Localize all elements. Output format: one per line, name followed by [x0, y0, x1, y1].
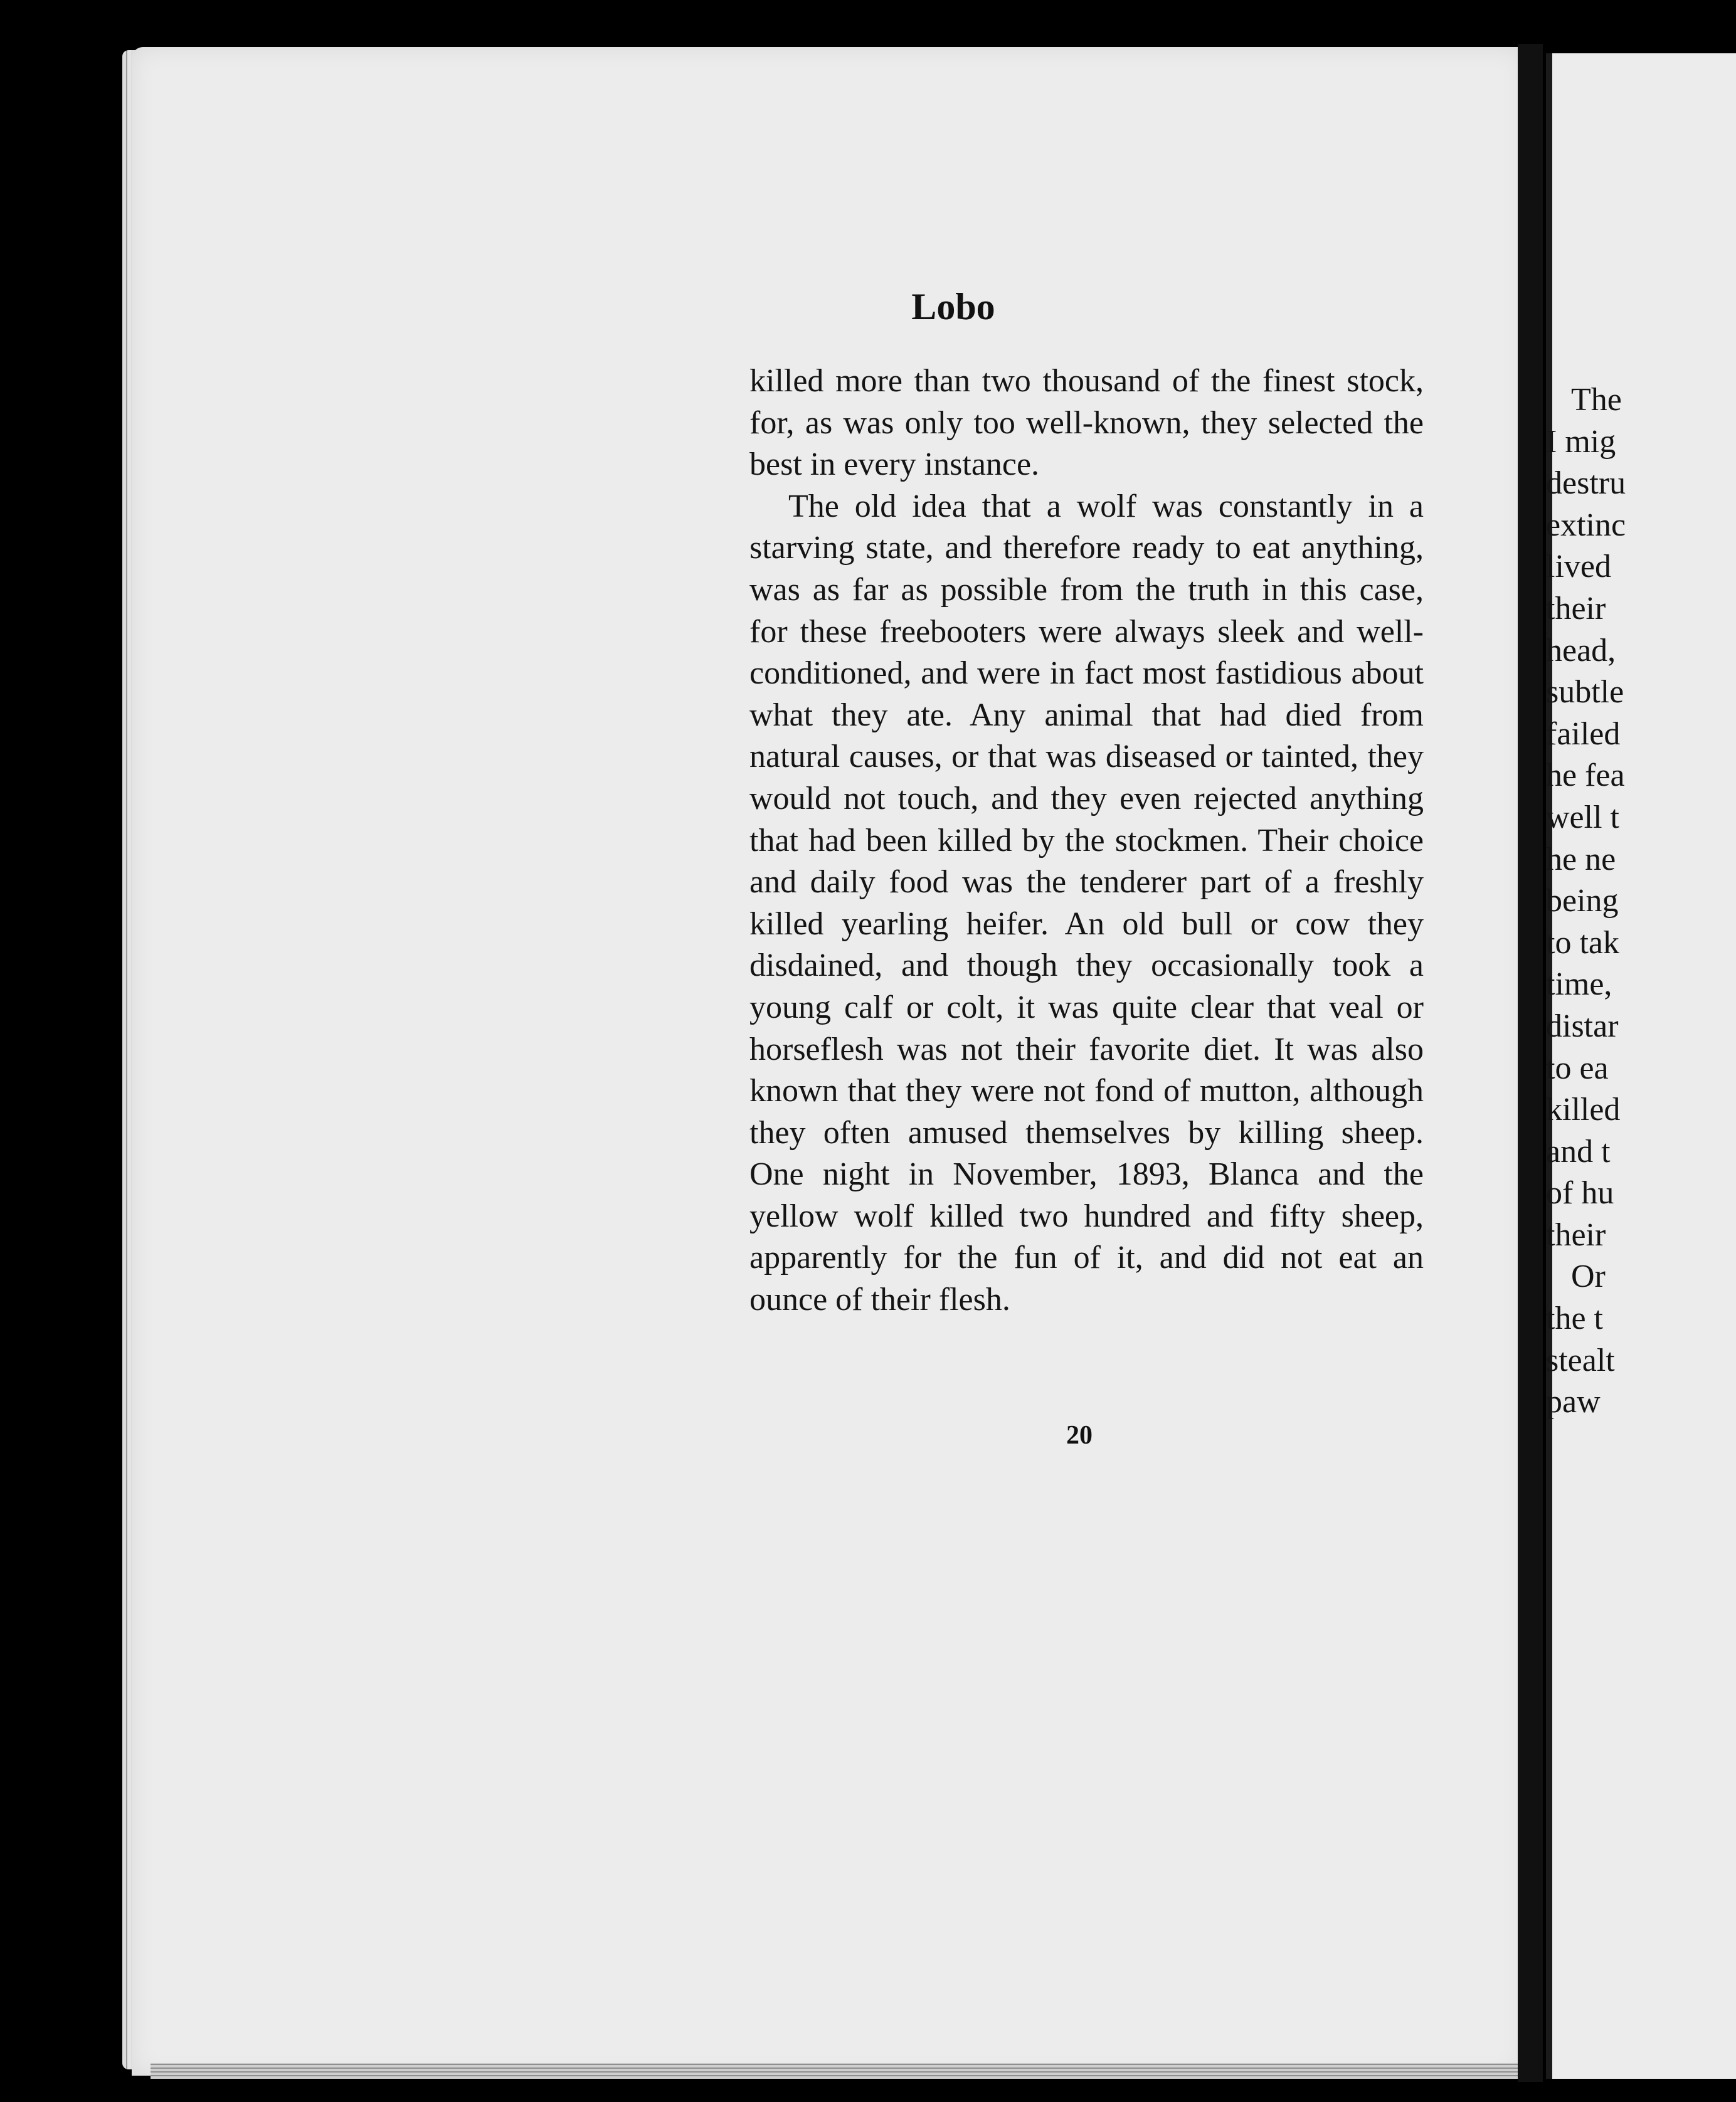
fragment-line: to tak — [1546, 924, 1619, 961]
fragment-line: he ne — [1546, 841, 1616, 877]
paragraph: The old idea that a wolf was constantly in a starving state, and therefore ready to eat anything, was as far as possible from the truth in this case, for these freebooters were always sleek and well-conditioned, and were in fact most fastidious about what they ate. Any animal that had died from natural causes, or that was diseased or tainted, they would not touch, and they even rejected anything that had been killed by the stockmen. Their choice and daily food was the tenderer part of a freshly killed yearling heifer. An old bull or cow they disdained, and though they occasionally took a young calf or colt, it was quite clear that veal or horseflesh was not their favorite diet. It was also known that they were not fond of mutton, although they often amused themselves by killing sheep. One night in November, 1893, Blanca and the yellow wolf killed two hundred and fifty sheep, apparently for the fun of it, and did not eat an ounce of their flesh. — [749, 488, 1424, 1318]
fragment-line: distar — [1546, 1008, 1619, 1044]
fragment-line: Or — [1571, 1259, 1606, 1295]
fragment-line: being — [1546, 883, 1619, 919]
book-gutter — [1518, 44, 1543, 2082]
page-bottom-edge — [151, 2063, 1518, 2079]
fragment-line: to ea — [1546, 1050, 1609, 1086]
fragment-line: destru — [1546, 465, 1626, 502]
fragment-line: stealt — [1546, 1342, 1615, 1378]
fragment-line: their — [1546, 590, 1606, 626]
fragment-line: subtle — [1546, 674, 1624, 710]
fragment-line: time, — [1546, 966, 1612, 1003]
running-head: Lobo — [911, 286, 995, 327]
fragment-line: head, — [1546, 632, 1616, 668]
body-text — [749, 361, 1424, 1321]
fragment-line: paw — [1546, 1384, 1601, 1420]
fragment-line: The — [1571, 382, 1622, 418]
fragment-line: lived — [1546, 549, 1611, 585]
page-number: 20 — [1066, 1421, 1093, 1450]
fragment-line: their — [1546, 1217, 1606, 1253]
paragraph: killed more than two thousand of the finest stock, for, as was only too well-known, they selected the best in every instance. — [749, 363, 1424, 483]
fragment-line: I mig — [1546, 423, 1616, 460]
fragment-line: killed — [1546, 1092, 1621, 1128]
fragment-line: failed — [1546, 716, 1621, 752]
fragment-line: and t — [1546, 1133, 1611, 1170]
fragment-line: he fea — [1546, 758, 1625, 794]
right-page-text-fragment — [1546, 379, 1684, 1423]
fragment-line: of hu — [1546, 1175, 1614, 1212]
fragment-line: well t — [1546, 799, 1619, 835]
fragment-line: extinc — [1546, 507, 1626, 543]
fragment-line: the t — [1546, 1301, 1603, 1337]
